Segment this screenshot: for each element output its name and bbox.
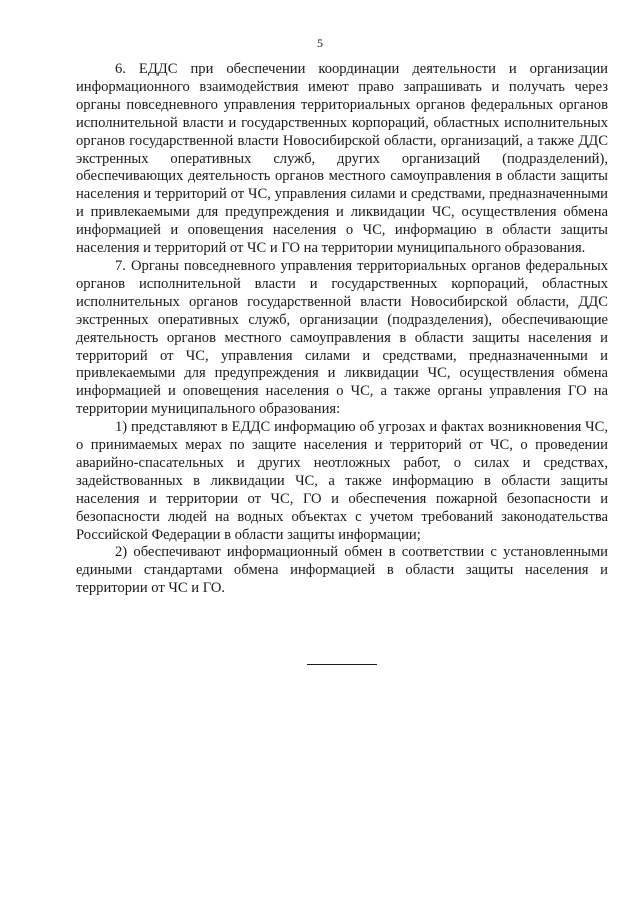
paragraph-6: 6. ЕДДС при обеспечении координации деятельности и организации информационного взаимодействия имеют право запрашивать и получать через органы повседневного управления территориальных органов федеральных органов исполнительной власти и государственных корпораций, областных исполнительных органов государственной власти Новосибирской области, организаций, а также ДДС экстренных оперативных служб, других организаций (подразделений), обеспечивающих деятельность органов местного самоуправления в области защиты населения и территорий от ЧС, управления силами и средствами, предназначенными и привлекаемыми для предупреждения и ликвидации ЧС, осуществления обмена информацией и оповещения населения о ЧС, информацию в области защиты населения и территорий от ЧС и ГО на территории муниципального образования. bbox=[76, 61, 608, 257]
document-body bbox=[76, 61, 608, 598]
page-number: 5 bbox=[317, 36, 323, 50]
paragraph-7: 7. Органы повседневного управления территориальных органов федеральных органов исполнительной власти и государственных корпораций, областных исполнительных органов государственной власти Новосибирской области, ДДС экстренных оперативных служб, организации (подразделения), обеспечивающие деятельность органов местного самоуправления в области защиты населения и территорий от ЧС, управления силами и средствами, предназначенными и привлекаемыми для предупреждения и ликвидации ЧС, осуществления обмена информацией и оповещения населения о ЧС, а также органы управления ГО на территории муниципального образования: bbox=[76, 257, 608, 418]
paragraph-7-item-2: 2) обеспечивают информационный обмен в соответствии с установленными едиными стандартами обмена информацией в области защиты населения и территории от ЧС и ГО. bbox=[76, 544, 608, 597]
paragraph-7-item-1: 1) представляют в ЕДДС информацию об угрозах и фактах возникновения ЧС, о принимаемых мерах по защите населения и территорий от ЧС, о проведении аварийно-спасательных и других неотложных работ, о силах и средствах, задействованных в ликвидации ЧС, а также информацию в области защиты населения и территории от ЧС, ГО и обеспечения пожарной безопасности и безопасности людей на водных объектах с учетом требований законодательства Российской Федерации в области защиты информации; bbox=[76, 419, 608, 543]
end-of-document-rule bbox=[307, 664, 377, 665]
